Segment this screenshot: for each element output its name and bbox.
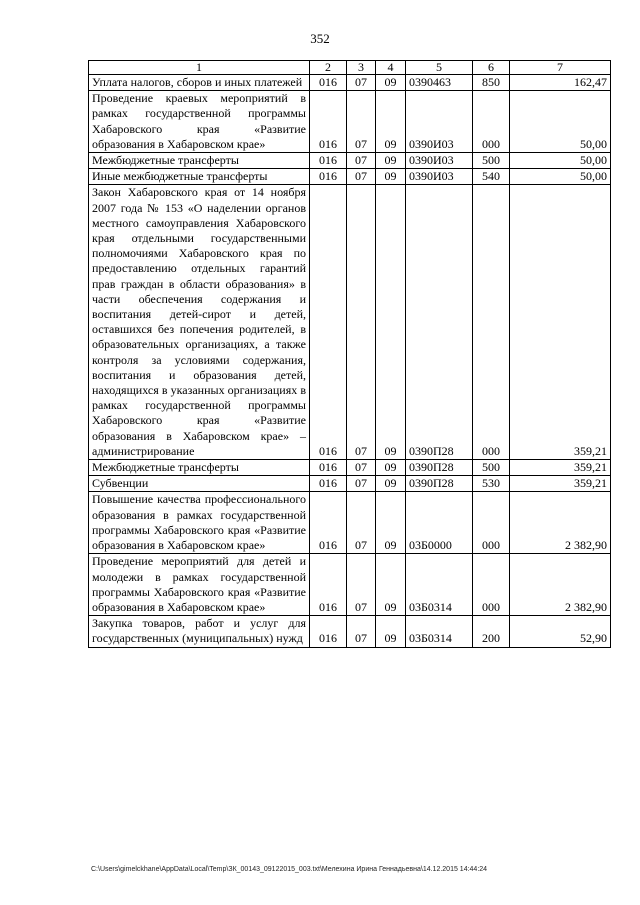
table-row <box>89 153 611 169</box>
row-code-3: 07 <box>347 616 376 647</box>
row-description: Закон Хабаровского края от 14 ноября 2007 года № 153 «О наделении органов местного самоуправления Хабаровского края отдельными государственными полномочиями Хабаровского края по предоставлению отдельных гарантий прав граждан в области образования» в части обеспечения содержания и воспитания детей-сирот и детей, оставшихся без попечения родителей, в образовательных организациях, а также контроля за условиями содержания, воспитания и образования детей, находящихся в указанных организациях в рамках государственной программы Хабаровского края «Развитие образования в Хабаровском крае» – администрирование <box>89 185 310 460</box>
header-cell: 4 <box>376 61 406 75</box>
row-code-6: 200 <box>473 616 510 647</box>
row-code-4: 09 <box>376 169 406 185</box>
row-amount: 2 382,90 <box>510 492 611 554</box>
row-code-6: 500 <box>473 153 510 169</box>
row-code-4: 09 <box>376 185 406 460</box>
header-cell: 7 <box>510 61 611 75</box>
row-amount: 162,47 <box>510 75 611 91</box>
row-code-2: 016 <box>310 492 347 554</box>
row-code-2: 016 <box>310 185 347 460</box>
row-description: Проведение краевых мероприятий в рамках государственной программы Хабаровского края «Развитие образования в Хабаровском крае» <box>89 91 310 153</box>
header-cell: 5 <box>406 61 473 75</box>
row-code-6: 000 <box>473 185 510 460</box>
footer-file-path: C:\Users\gimelckhane\AppData\Local\Temp\ЗК_00143_09122015_003.txt\Мелехина Ирина Геннадьевна\14.12.2015 14:44:24 <box>91 866 488 873</box>
row-description: Межбюджетные трансферты <box>89 153 310 169</box>
row-code-5: 03Б0000 <box>406 492 473 554</box>
table-row <box>89 476 611 492</box>
table-row <box>89 169 611 185</box>
table-row <box>89 460 611 476</box>
row-code-5: 0390П28 <box>406 185 473 460</box>
row-code-5: 03Б0314 <box>406 554 473 616</box>
row-code-4: 09 <box>376 75 406 91</box>
row-amount: 50,00 <box>510 153 611 169</box>
row-code-2: 016 <box>310 476 347 492</box>
row-description: Субвенции <box>89 476 310 492</box>
header-cell: 2 <box>310 61 347 75</box>
row-amount: 359,21 <box>510 460 611 476</box>
row-amount: 52,90 <box>510 616 611 647</box>
row-code-5: 0390И03 <box>406 91 473 153</box>
row-amount: 359,21 <box>510 476 611 492</box>
row-code-4: 09 <box>376 476 406 492</box>
row-description: Закупка товаров, работ и услуг для государственных (муниципальных) нужд <box>89 616 310 647</box>
row-code-4: 09 <box>376 616 406 647</box>
table-header-row <box>89 61 611 75</box>
row-description: Проведение мероприятий для детей и молодежи в рамках государственной программы Хабаровского края «Развитие образования в Хабаровском крае» <box>89 554 310 616</box>
row-code-3: 07 <box>347 91 376 153</box>
row-code-6: 000 <box>473 91 510 153</box>
row-code-3: 07 <box>347 169 376 185</box>
row-code-6: 000 <box>473 554 510 616</box>
header-cell: 1 <box>89 61 310 75</box>
row-code-3: 07 <box>347 153 376 169</box>
row-code-6: 000 <box>473 492 510 554</box>
row-code-4: 09 <box>376 91 406 153</box>
row-code-2: 016 <box>310 169 347 185</box>
row-code-5: 0390П28 <box>406 476 473 492</box>
row-code-4: 09 <box>376 460 406 476</box>
row-code-5: 0390И03 <box>406 153 473 169</box>
row-description: Уплата налогов, сборов и иных платежей <box>89 75 310 91</box>
table-row <box>89 616 611 647</box>
row-code-3: 07 <box>347 554 376 616</box>
row-code-2: 016 <box>310 554 347 616</box>
table-row <box>89 554 611 616</box>
header-cell: 3 <box>347 61 376 75</box>
row-code-3: 07 <box>347 460 376 476</box>
row-code-2: 016 <box>310 153 347 169</box>
row-code-3: 07 <box>347 75 376 91</box>
row-code-2: 016 <box>310 460 347 476</box>
row-code-5: 0390463 <box>406 75 473 91</box>
table-row <box>89 185 611 460</box>
row-code-5: 03Б0314 <box>406 616 473 647</box>
row-code-2: 016 <box>310 75 347 91</box>
row-amount: 50,00 <box>510 169 611 185</box>
row-code-5: 0390П28 <box>406 460 473 476</box>
row-code-3: 07 <box>347 476 376 492</box>
row-code-6: 500 <box>473 460 510 476</box>
row-code-6: 540 <box>473 169 510 185</box>
row-code-6: 530 <box>473 476 510 492</box>
table-row <box>89 91 611 153</box>
row-code-3: 07 <box>347 185 376 460</box>
row-code-5: 0390И03 <box>406 169 473 185</box>
row-code-3: 07 <box>347 492 376 554</box>
row-description: Иные межбюджетные трансферты <box>89 169 310 185</box>
row-amount: 2 382,90 <box>510 554 611 616</box>
budget-table <box>88 60 611 648</box>
row-code-6: 850 <box>473 75 510 91</box>
row-amount: 359,21 <box>510 185 611 460</box>
row-code-4: 09 <box>376 492 406 554</box>
page-number: 352 <box>310 31 330 46</box>
row-code-4: 09 <box>376 153 406 169</box>
row-code-4: 09 <box>376 554 406 616</box>
row-code-2: 016 <box>310 91 347 153</box>
header-cell: 6 <box>473 61 510 75</box>
row-description: Межбюджетные трансферты <box>89 460 310 476</box>
row-amount: 50,00 <box>510 91 611 153</box>
row-code-2: 016 <box>310 616 347 647</box>
table-row <box>89 75 611 91</box>
table-row <box>89 492 611 554</box>
row-description: Повышение качества профессионального образования в рамках государственной программы Хабаровского края «Развитие образования в Хабаровском крае» <box>89 492 310 554</box>
